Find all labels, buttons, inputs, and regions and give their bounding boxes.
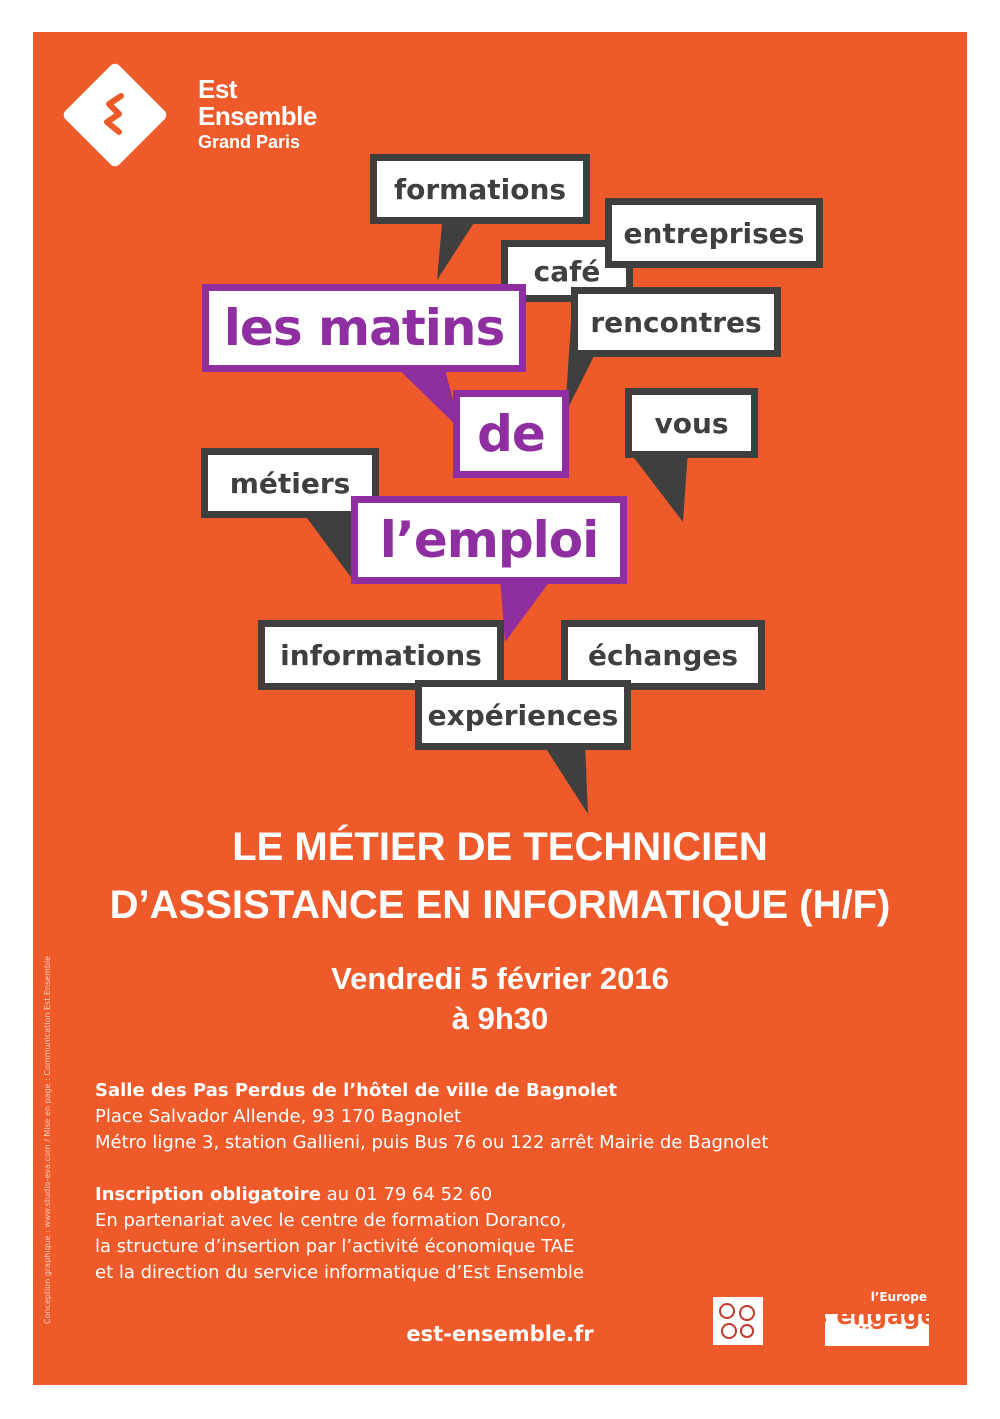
- bubble-rencontres-text: rencontres: [590, 305, 762, 339]
- registration-label: Inscription obligatoire: [95, 1184, 321, 1205]
- event-name-line-1-text: les matins: [223, 299, 505, 357]
- bubble-rencontres: [571, 287, 781, 357]
- bubble-cafe-text: café: [533, 254, 601, 288]
- partner-logo: [713, 1265, 763, 1345]
- bubble-vous-text: vous: [654, 406, 729, 440]
- bubble-vous: [625, 388, 758, 458]
- design-credit-text: Conception graphique : www.studio-eva.com / Mise en page : Communication Est Ensemble: [43, 955, 52, 1324]
- event-time: à 9h30: [451, 1001, 549, 1036]
- partner-line-1: En partenariat avec le centre de formation Doranco,: [95, 1210, 567, 1231]
- bubble-experiences: [415, 680, 631, 750]
- tail-experiences: [543, 744, 588, 814]
- tail-vous: [628, 450, 688, 522]
- tail-emploi: [500, 577, 553, 642]
- partner-line-3: et la direction du service informatique d’Est Ensemble: [95, 1262, 585, 1283]
- job-title-line-2: D’ASSISTANCE EN INFORMATIQUE (H/F): [109, 883, 891, 927]
- registration-phone: au 01 79 64 52 60: [320, 1184, 493, 1205]
- venue-name: Salle des Pas Perdus de l’hôtel de ville de Bagnolet: [95, 1080, 617, 1101]
- bubble-entreprises: [605, 198, 823, 268]
- bubble-formations: [370, 154, 590, 224]
- bubble-formations-text: formations: [393, 172, 567, 206]
- europe-sengage-logo: [813, 1290, 937, 1346]
- registration-info: [95, 1182, 584, 1286]
- event-name-line-1: [202, 284, 526, 372]
- logo-line-2: Ensemble: [198, 101, 317, 131]
- bubble-entreprises-text: entreprises: [623, 216, 805, 250]
- job-title-line-1: LE MÉTIER DE TECHNICIEN: [232, 825, 768, 869]
- partner-logo-icon: [713, 1265, 763, 1345]
- logo-line-3: Grand Paris: [198, 132, 301, 152]
- bubble-echanges-text: échanges: [587, 638, 739, 672]
- event-date: Vendredi 5 février 2016: [331, 961, 669, 996]
- venue-info: [95, 1078, 768, 1156]
- event-name-line-2: [453, 390, 569, 478]
- tail-les-matins: [391, 362, 461, 430]
- venue-transport: Métro ligne 3, station Gallieni, puis Bus 76 ou 122 arrêt Mairie de Bagnolet: [95, 1132, 769, 1153]
- event-name-line-3-text: l’emploi: [379, 511, 599, 569]
- tail-metiers: [301, 510, 353, 580]
- bubble-informations-text: informations: [280, 638, 482, 672]
- poster: [33, 32, 967, 1385]
- europe-logo-main: s’engage: [813, 1302, 937, 1330]
- logo-line-1: Est: [198, 74, 237, 104]
- event-name-line-3: [351, 496, 627, 584]
- europe-logo-top: l’Europe: [870, 1290, 927, 1304]
- design-credit: [43, 844, 63, 1324]
- venue-address: Place Salvador Allende, 93 170 Bagnolet: [95, 1106, 462, 1127]
- event-name-line-2-text: de: [477, 405, 545, 463]
- bubble-experiences-text: expériences: [427, 698, 619, 732]
- partner-line-2: la structure d’insertion par l’activité économique TAE: [95, 1236, 575, 1257]
- website-link[interactable]: est-ensemble.fr: [406, 1322, 594, 1346]
- bubble-metiers-text: métiers: [229, 466, 351, 500]
